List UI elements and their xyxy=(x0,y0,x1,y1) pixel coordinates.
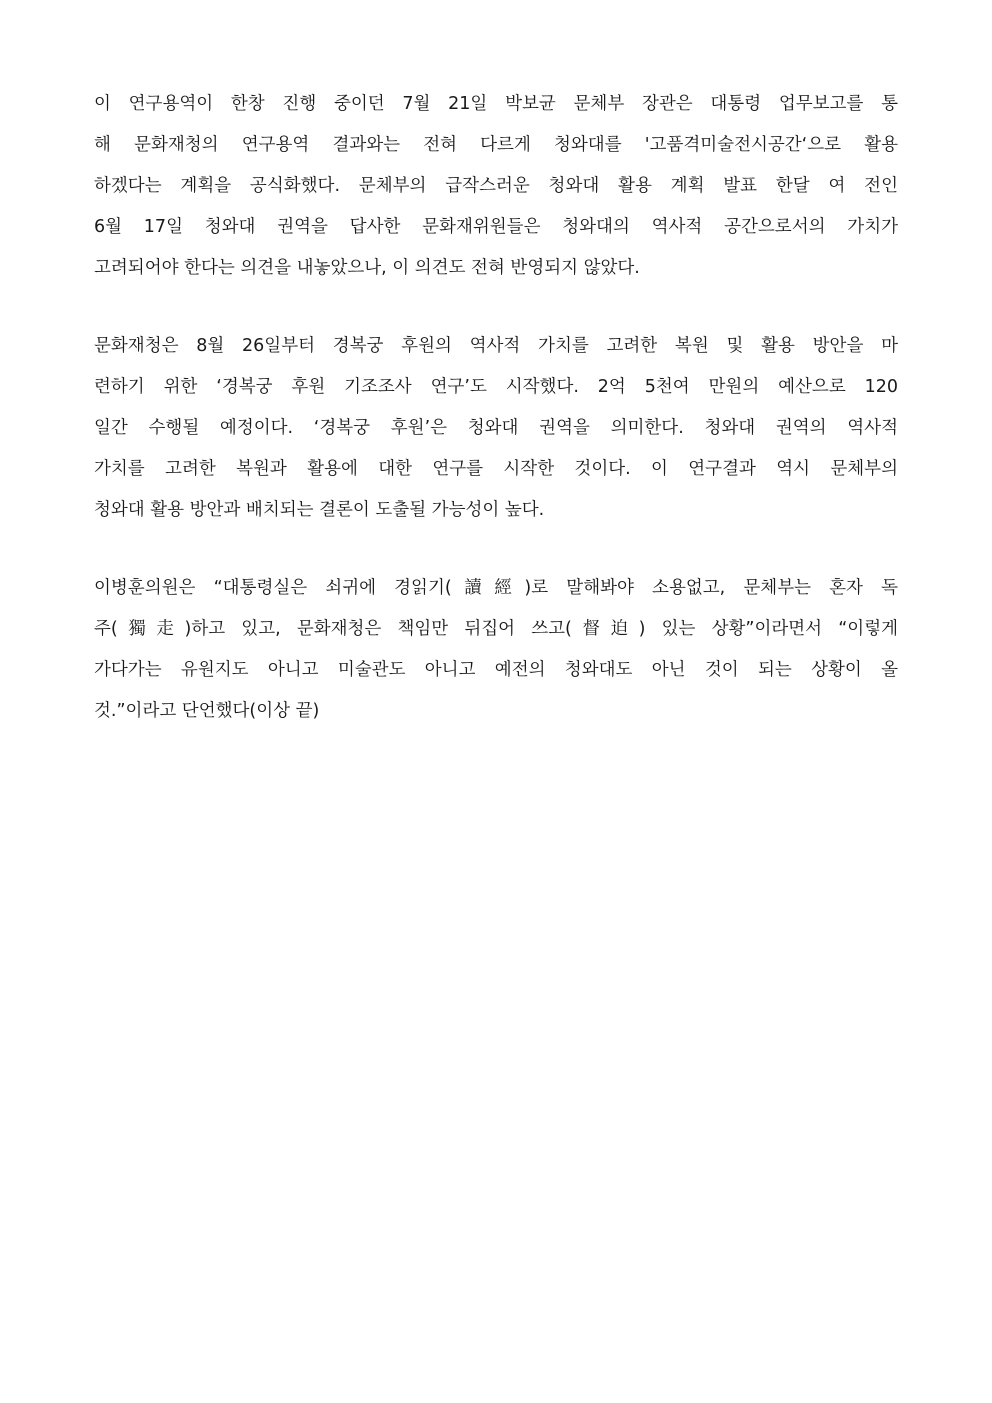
text-line: 청와대 활용 방안과 배치되는 결론이 도출될 가능성이 높다. xyxy=(94,500,545,520)
text-line: 일간 수행될 예정이다. ‘경복궁 후원’은 청와대 권역을 의미한다. 청와대 권역의 역사적 xyxy=(94,418,898,438)
text-line: 가다가는 유원지도 아니고 미술관도 아니고 예전의 청와대도 아닌 것이 되는 상황이 올 xyxy=(94,660,898,680)
text-line: 하겠다는 계획을 공식화했다. 문체부의 급작스러운 청와대 활용 계획 발표 한달 여 전인 xyxy=(94,176,898,196)
text-line: 주(獨走)하고 있고, 문화재청은 책임만 뒤집어 쓰고(督迫) 있는 상황”이라면서 “이렇게 xyxy=(94,619,898,639)
text-line: 련하기 위한 ‘경복궁 후원 기조조사 연구’도 시작했다. 2억 5천여 만원의 예산으로 120 xyxy=(94,377,898,397)
text-line: 이병훈의원은 “대통령실은 쇠귀에 경읽기(讀經)로 말해봐야 소용없고, 문체부는 혼자 독 xyxy=(94,578,898,598)
text-line: 6월 17일 청와대 권역을 답사한 문화재위원들은 청와대의 역사적 공간으로서의 가치가 xyxy=(94,217,898,237)
text-line: 가치를 고려한 복원과 활용에 대한 연구를 시작한 것이다. 이 연구결과 역시 문체부의 xyxy=(94,459,898,479)
paragraph-2 xyxy=(94,326,898,531)
text-line: 것.”이라고 단언했다(이상 끝) xyxy=(94,701,320,721)
paragraph-1 xyxy=(94,84,898,289)
text-line: 고려되어야 한다는 의견을 내놓았으나, 이 의견도 전혀 반영되지 않았다. xyxy=(94,258,640,278)
text-line: 이 연구용역이 한창 진행 중이던 7월 21일 박보균 문체부 장관은 대통령 업무보고를 통 xyxy=(94,94,898,114)
document-body xyxy=(94,84,898,769)
text-line: 해 문화재청의 연구용역 결과와는 전혀 다르게 청와대를 '고품격미술전시공간‘으로 활용 xyxy=(94,135,898,155)
text-line: 문화재청은 8월 26일부터 경복궁 후원의 역사적 가치를 고려한 복원 및 활용 방안을 마 xyxy=(94,336,898,356)
paragraph-3 xyxy=(94,568,898,732)
